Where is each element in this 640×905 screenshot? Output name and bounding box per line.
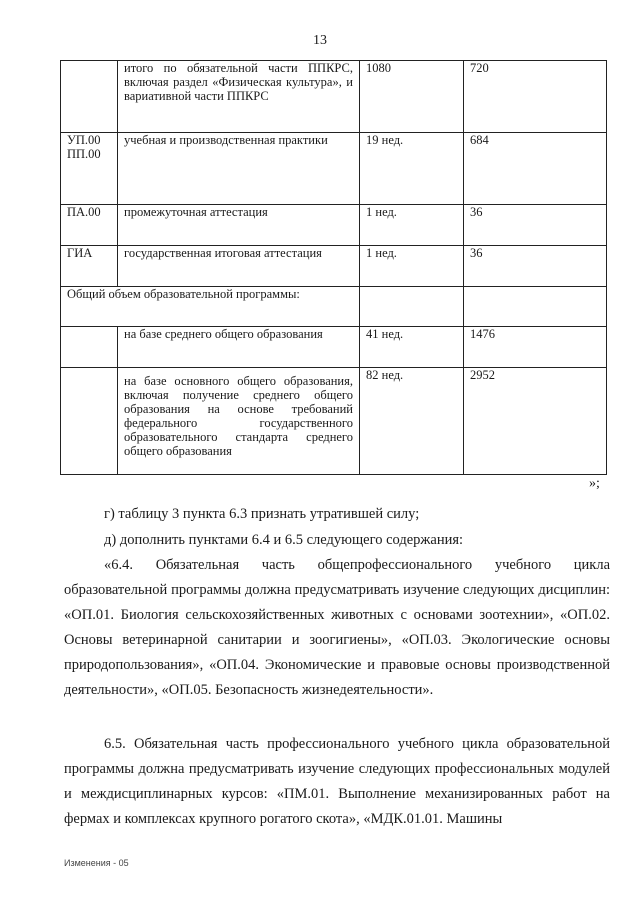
table-row [61, 133, 607, 205]
table-row [61, 205, 607, 246]
name-cell: государственная итоговая аттестация [118, 246, 360, 287]
duration-cell: 1 нед. [360, 246, 464, 287]
code-cell: УП.00 ПП.00 [61, 133, 118, 205]
duration-cell: 41 нед. [360, 327, 464, 368]
name-cell: на базе основного общего образования, включая получение среднего общего образования на основе требований федерального государственного образовательного стандарта среднего общего образования [118, 368, 360, 475]
hours-table [60, 60, 607, 475]
hours-cell: 684 [464, 133, 607, 205]
footer-note: Изменения - 05 [64, 858, 129, 868]
paragraph-g: г) таблицу 3 пункта 6.3 признать утратившей силу; [104, 506, 420, 522]
total-label: Общий объем образовательной программы: [61, 287, 360, 327]
code-cell [61, 61, 118, 133]
name-cell: промежуточная аттестация [118, 205, 360, 246]
table-row [61, 287, 607, 327]
paragraph-6-5: 6.5. Обязательная часть профессионального учебного цикла образовательной программы должна предусматривать изучение следующих профессиональных модулей и междисциплинарных курсов: «ПМ.01. Выполнение механизированных работ на фермах и комплексах крупного рогатого скота», «МДК.01.01. Машины [64, 736, 610, 827]
table-row [61, 368, 607, 475]
hours-cell: 36 [464, 205, 607, 246]
name-cell: учебная и производственная практики [118, 133, 360, 205]
hours-cell: 1476 [464, 327, 607, 368]
duration-cell: 1 нед. [360, 205, 464, 246]
hours-cell: 36 [464, 246, 607, 287]
code-cell [61, 327, 118, 368]
code-cell: ГИА [61, 246, 118, 287]
table-row [61, 246, 607, 287]
paragraph-d: д) дополнить пунктами 6.4 и 6.5 следующего содержания: [104, 532, 464, 548]
code-cell: ПА.00 [61, 205, 118, 246]
page-number: 13 [313, 33, 327, 48]
hours-cell: 720 [464, 61, 607, 133]
duration-cell: 1080 [360, 61, 464, 133]
duration-cell: 82 нед. [360, 368, 464, 475]
closing-quote: »; [589, 476, 600, 491]
hours-cell: 2952 [464, 368, 607, 475]
code-cell [61, 368, 118, 475]
paragraph-6-4: «6.4. Обязательная часть общепрофессионального учебного цикла образовательной программы должна предусматривать изучение следующих дисциплин: «ОП.01. Биология сельскохозяйственных животных с основами зоотехнии», «ОП.02. Основы ветеринарной санитарии и зоогигиены», «ОП.03. Экологические основы природопользования», «ОП.04. Экономические и правовые основы производственной деятельности», «ОП.05. Безопасность жизнедеятельности». [64, 557, 610, 698]
table-row [61, 327, 607, 368]
table-row [61, 61, 607, 133]
duration-cell: 19 нед. [360, 133, 464, 205]
name-cell: итого по обязательной части ППКРС, включая раздел «Физическая культура», и вариативной части ППКРС [118, 61, 360, 133]
name-cell: на базе среднего общего образования [118, 327, 360, 368]
